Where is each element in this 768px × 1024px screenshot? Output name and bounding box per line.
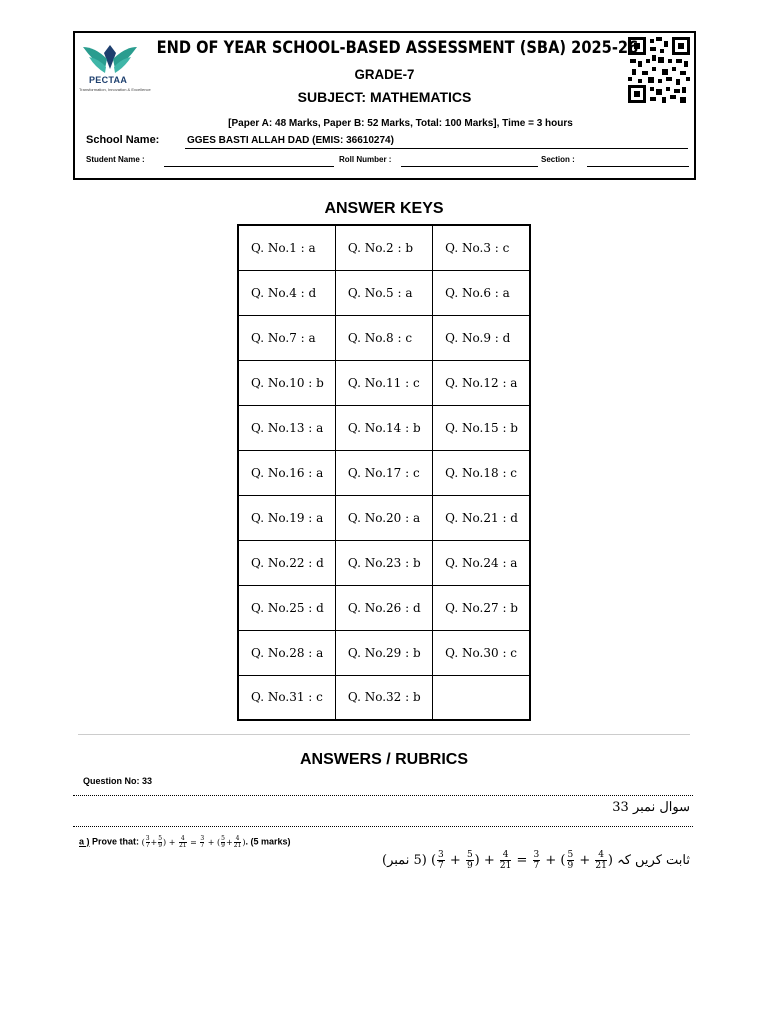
school-name-value: GGES BASTI ALLAH DAD (EMIS: 36610274) — [187, 135, 394, 146]
subject-heading: SUBJECT: MATHEMATICS — [297, 89, 472, 105]
answer-key-cell: Q. No.20 : a — [335, 495, 432, 540]
urdu-part-a-question — [382, 850, 690, 871]
urdu-part-a-marks: (5 نمبر) — [382, 853, 427, 868]
urdu-part-a-equation: ( $\frac{3}{7}$ + $\frac{5}{9}$ ) + $\frac{4}{21}$ = $\frac{3}{7}$ + ( $\frac{5}{9}$ + $\frac{4}{21}$ ) — [430, 850, 613, 871]
question-number-label: Question No: 33 — [83, 776, 153, 786]
part-a-equation: ( $\frac{3}{7}$ + $\frac{5}{9}$ ) + $\frac{4}{21}$ = $\frac{3}{7}$ + ( $\frac{5}{9}$ + $\frac{4}{21}$ ) — [141, 835, 246, 849]
answer-key-row — [238, 315, 530, 360]
answer-key-cell: Q. No.22 : d — [238, 540, 335, 585]
header-box — [73, 31, 696, 180]
answer-key-row — [238, 540, 530, 585]
part-a-label: a ) — [79, 836, 90, 847]
answer-key-cell: Q. No.8 : c — [335, 315, 432, 360]
paper-info: [Paper A: 48 Marks, Paper B: 52 Marks, Total: 100 Marks], Time = 3 hours — [228, 118, 573, 129]
section-label: Section : — [541, 155, 575, 164]
answer-key-cell: Q. No.3 : c — [433, 225, 530, 270]
answer-key-cell: Q. No.24 : a — [433, 540, 530, 585]
answer-key-cell: Q. No.32 : b — [335, 675, 432, 720]
urdu-question-label: سوال نمبر 33 — [612, 800, 690, 815]
rubrics-title: ANSWERS / RUBRICS — [299, 751, 468, 768]
logo-tagline: Transformation, Innovation & Excellence — [79, 87, 151, 92]
dotted-separator — [73, 795, 693, 796]
school-name-label: School Name: — [86, 134, 160, 146]
dotted-separator — [73, 826, 693, 827]
grade-heading: GRADE-7 — [354, 66, 415, 82]
answer-key-cell: Q. No.25 : d — [238, 585, 335, 630]
roll-number-label: Roll Number : — [339, 155, 392, 164]
assessment-title: END OF YEAR SCHOOL-BASED ASSESSMENT (SBA) 2025-26 — [156, 38, 639, 58]
answer-key-cell: Q. No.11 : c — [335, 360, 432, 405]
urdu-part-a-prefix: ثابت کریں کہ — [617, 853, 690, 868]
answer-key-row — [238, 405, 530, 450]
answer-key-cell: Q. No.31 : c — [238, 675, 335, 720]
answer-key-row — [238, 270, 530, 315]
answer-keys-title: ANSWER KEYS — [324, 200, 444, 217]
answer-key-cell: Q. No.19 : a — [238, 495, 335, 540]
answer-key-cell: Q. No.23 : b — [335, 540, 432, 585]
answer-key-row — [238, 495, 530, 540]
answer-key-cell: Q. No.15 : b — [433, 405, 530, 450]
section-divider — [78, 734, 690, 735]
answer-key-row — [238, 450, 530, 495]
student-name-label: Student Name : — [86, 155, 145, 164]
answer-key-row — [238, 225, 530, 270]
answer-key-cell: Q. No.10 : b — [238, 360, 335, 405]
part-a-question — [79, 836, 290, 849]
answer-key-row — [238, 630, 530, 675]
answer-key-cell: Q. No.26 : d — [335, 585, 432, 630]
answer-key-cell: Q. No.2 : b — [335, 225, 432, 270]
answer-key-cell: Q. No.27 : b — [433, 585, 530, 630]
answer-key-row — [238, 585, 530, 630]
answer-key-cell: Q. No.12 : a — [433, 360, 530, 405]
answer-key-cell: Q. No.1 : a — [238, 225, 335, 270]
answer-key-cell: Q. No.21 : d — [433, 495, 530, 540]
part-a-prefix: Prove that: — [92, 836, 140, 847]
answer-key-cell: Q. No.9 : d — [433, 315, 530, 360]
answer-key-cell: Q. No.16 : a — [238, 450, 335, 495]
answer-key-cell: Q. No.6 : a — [433, 270, 530, 315]
answer-key-cell: Q. No.4 : d — [238, 270, 335, 315]
answer-key-cell: Q. No.28 : a — [238, 630, 335, 675]
answer-key-cell: Q. No.5 : a — [335, 270, 432, 315]
answer-keys-table — [237, 224, 531, 721]
section-field[interactable] — [587, 166, 689, 167]
school-name-line — [185, 148, 688, 149]
student-name-field[interactable] — [164, 166, 334, 167]
answer-key-row — [238, 360, 530, 405]
answer-key-cell: Q. No.14 : b — [335, 405, 432, 450]
roll-number-field[interactable] — [401, 166, 538, 167]
answer-key-cell: Q. No.18 : c — [433, 450, 530, 495]
answer-key-cell: Q. No.17 : c — [335, 450, 432, 495]
answer-key-cell: Q. No.13 : a — [238, 405, 335, 450]
answer-key-cell: Q. No.29 : b — [335, 630, 432, 675]
answer-key-row — [238, 675, 530, 720]
answer-key-cell: Q. No.7 : a — [238, 315, 335, 360]
logo-text: PECTAA — [89, 75, 128, 85]
answer-key-cell: Q. No.30 : c — [433, 630, 530, 675]
answer-key-cell — [433, 675, 530, 720]
part-a-marks: . (5 marks) — [245, 836, 291, 847]
